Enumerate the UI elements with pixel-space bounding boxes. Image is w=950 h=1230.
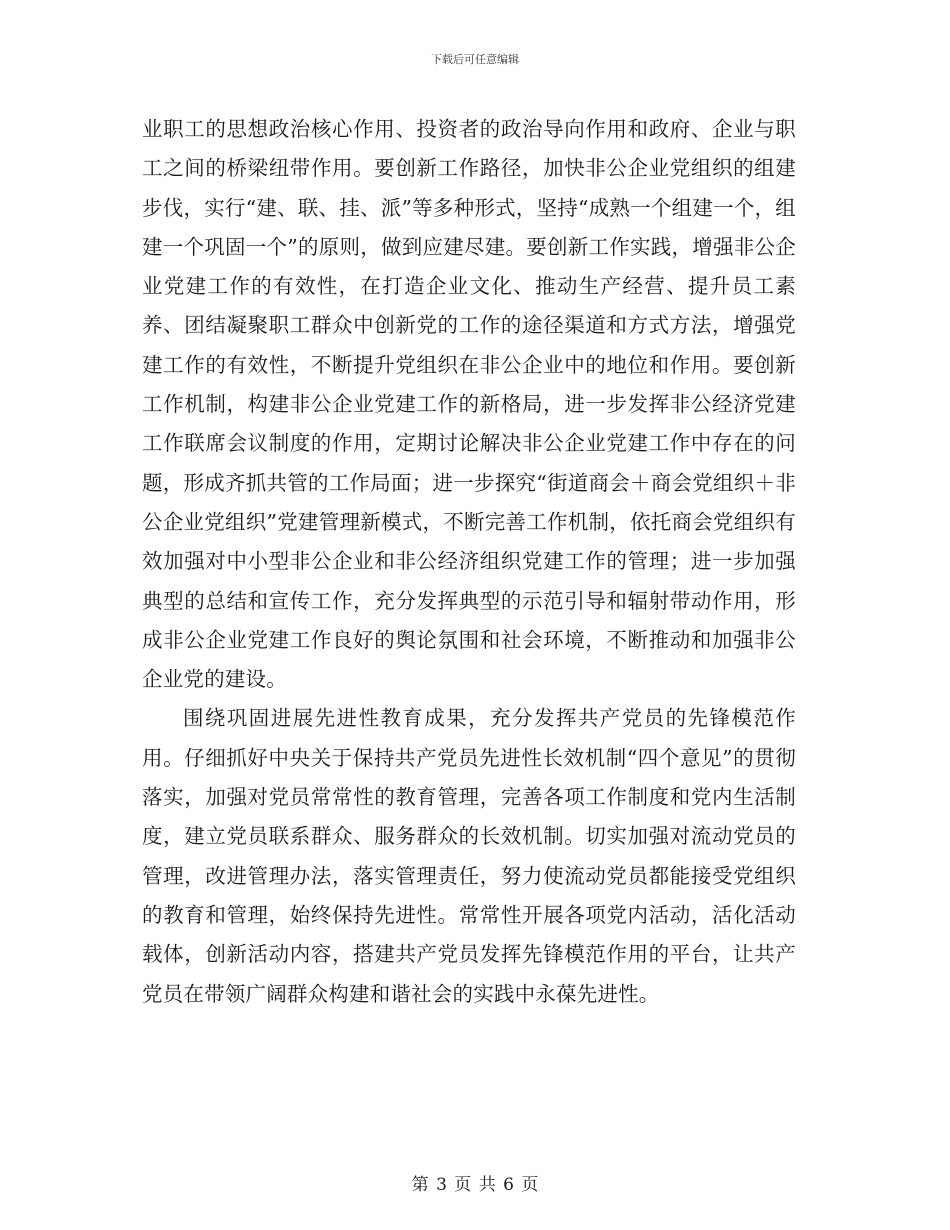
page-header: 下载后可任意编辑	[431, 53, 519, 66]
paragraph-advanced-education: 围绕巩固进展先进性教育成果，充分发挥共产党员的先锋模范作用。仔细抓好中央关于保持共产党员先进性长效机制“四个意见”的贯彻落实，加强对党员常常性的教育管理，完善各项工作制度和党内生活制度，建立党员联系群众、服务群众的长效机制。切实加强对流动党员的管理，改进管理办法，落实管理责任，努力使流动党员都能接受党组织的教育和管理，始终保持先进性。常常性开展各项党内活动，活化活动载体，创新活动内容，搭建共产党员发挥先锋模范作用的平台，让共产党员在带领广阔群众构建和谐社会的实践中永葆先进性。	[142, 706, 796, 1006]
paragraph-continued: 业职工的思想政治核心作用、投资者的政治导向作用和政府、企业与职工之间的桥梁纽带作用。要创新工作路径，加快非公企业党组织的组建步伐，实行“建、联、挂、派”等多种形式，坚持“成熟一个组建一个，组建一个巩固一个”的原则，做到应建尽建。要创新工作实践，增强非公企业党建工作的有效性，在打造企业文化、推动生产经营、提升员工素养、团结凝聚职工群众中创新党的工作的途径渠道和方式方法，增强党建工作的有效性，不断提升党组织在非公企业中的地位和作用。要创新工作机制，构建非公企业党建工作的新格局，进一步发挥非公经济党建工作联席会议制度的作用，定期讨论解决非公企业党建工作中存在的问题，形成齐抓共管的工作局面；进一步探究“街道商会＋商会党组织＋非公企业党组织”党建管理新模式，不断完善工作机制，依托商会党组织有效加强对中小型非公企业和非公经济组织党建工作的管理；进一步加强典型的总结和宣传工作，充分发挥典型的示范引导和辐射带动作用，形成非公企业党建工作良好的舆论氛围和社会环境，不断推动和加强非公企业党的建设。	[142, 117, 796, 692]
page-number-footer: 第 3 页 共 6 页	[411, 1175, 539, 1195]
document-body	[142, 110, 796, 1014]
